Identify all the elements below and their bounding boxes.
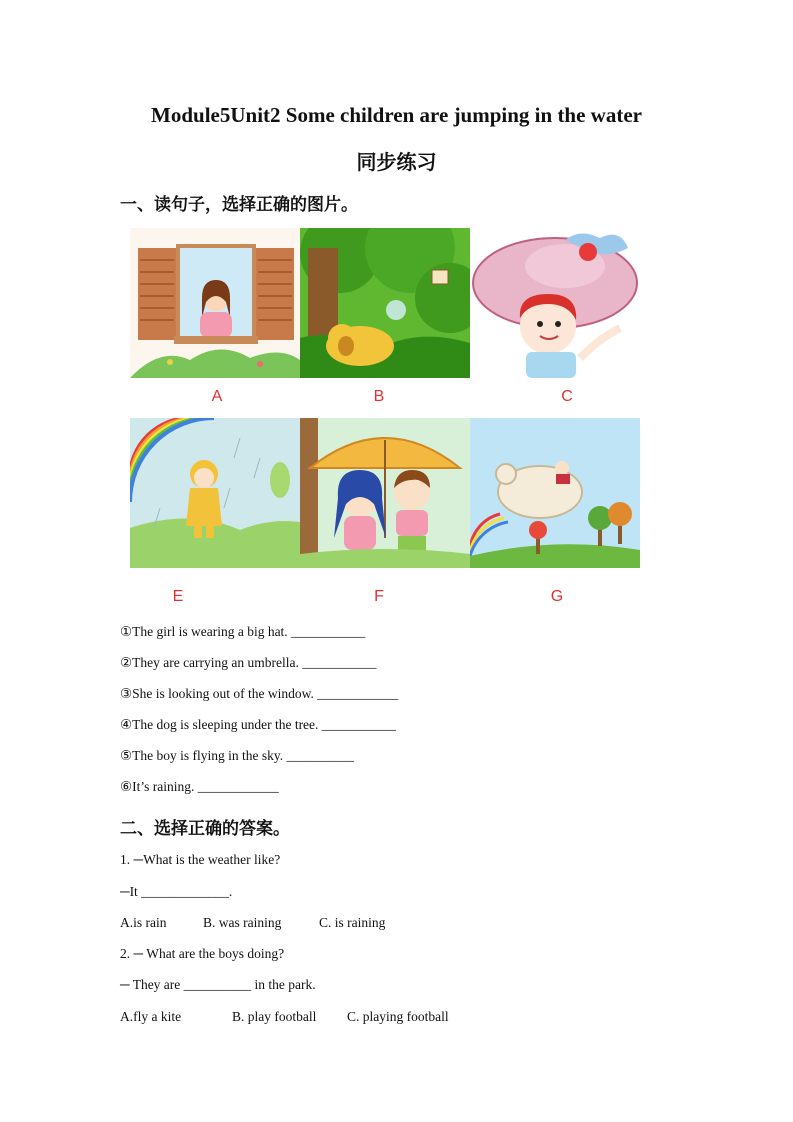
dog-under-tree-picture [300,228,470,378]
picture-label-g: G [550,588,564,605]
document-title: Module5Unit2 Some children are jumping in the water [151,103,642,127]
question-4: ④The dog is sleeping under the tree. ___________ [120,717,397,732]
mc-question-2: 2. ─ What are the boys doing? [120,946,285,961]
picture-label-e: E [172,588,184,605]
mc-question-1: 1. ─What is the weather like? [120,852,281,867]
question-2: ②They are carrying an umbrella. ___________ [120,655,377,670]
question-1: ①The girl is wearing a big hat. ___________ [120,624,366,639]
picture-label-a: A [211,388,223,405]
boy-flying-picture [470,418,640,568]
question-5: ⑤The boy is flying in the sky. __________ [120,748,354,763]
question-3: ③She is looking out of the window. ____________ [120,686,399,701]
section1-heading: 一、读句子，选择正确的图片。 [120,195,358,215]
girl-big-hat-picture [470,228,640,378]
document-subtitle: 同步练习 [356,150,437,174]
children-umbrella-picture [300,418,470,568]
mc-question-1-answer-line: ─It _____________. [120,884,233,899]
picture-label-b: B [373,388,385,405]
picture-label-f: F [374,588,384,605]
mc-q1-option-c: C. is raining [319,915,386,930]
question-6: ⑥It’s raining. ____________ [120,779,279,794]
child-in-rain-picture [130,418,300,568]
mc-q2-option-a: A.fly a kite [120,1009,182,1024]
girl-at-window-picture [130,228,300,378]
mc-q1-option-b: B. was raining [203,915,282,930]
picture-label-c: C [561,388,573,405]
section2-heading: 二、选择正确的答案。 [120,819,290,839]
mc-question-2-answer-line: ─ They are __________ in the park. [120,977,316,992]
mc-q2-option-b: B. play football [232,1009,317,1024]
mc-q2-option-c: C. playing football [347,1009,449,1024]
mc-q1-option-a: A.is rain [120,915,167,930]
